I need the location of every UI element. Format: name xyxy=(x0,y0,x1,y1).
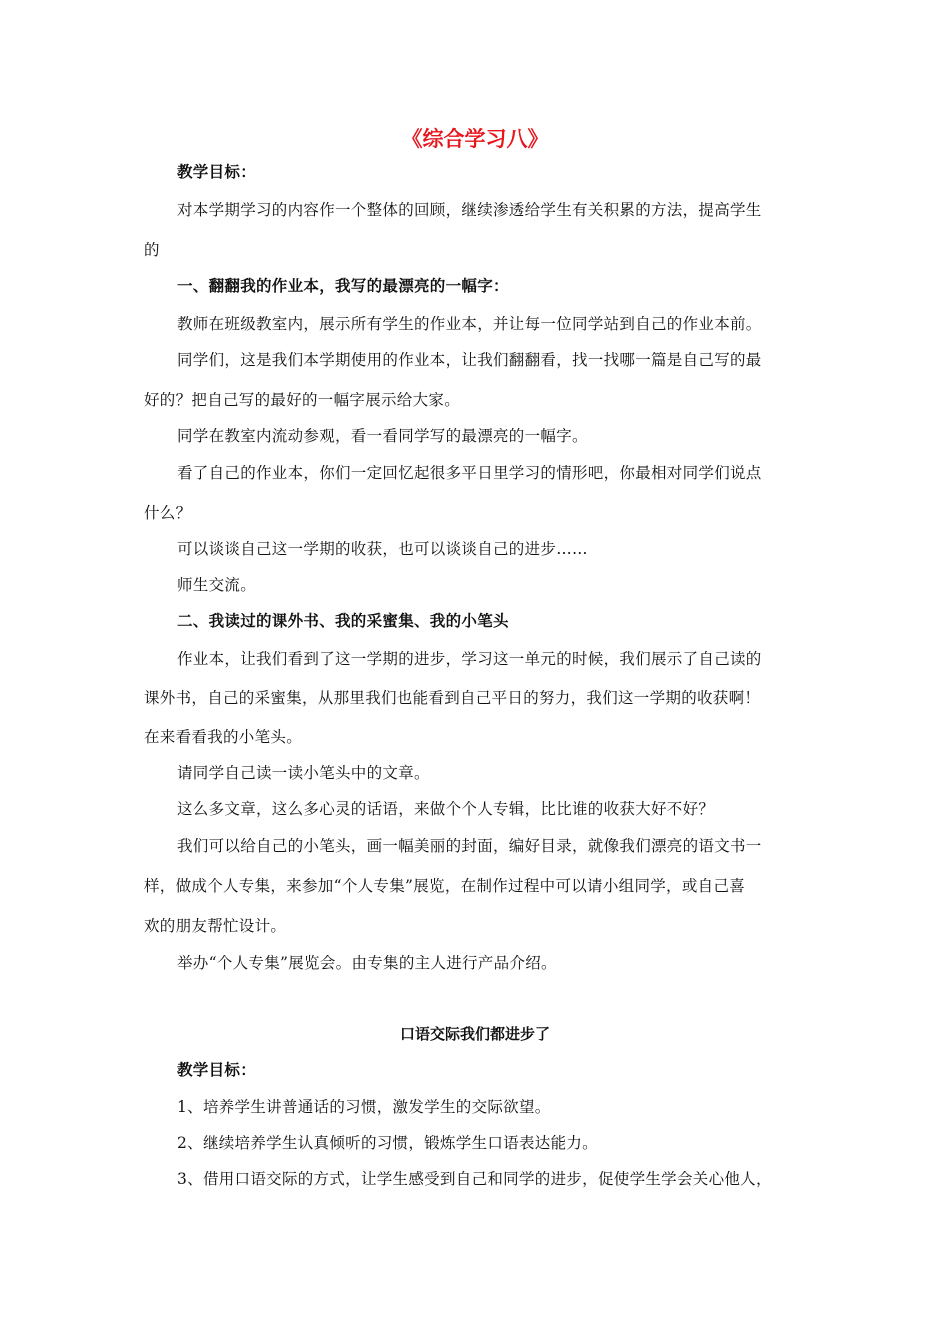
paragraph-line: 样，做成个人专集，来参加“个人专集”展览，在制作过程中可以请小组同学，或自己喜 xyxy=(144,877,746,895)
paragraph-line: 教师在班级教室内，展示所有学生的作业本，并让每一位同学站到自己的作业本前。 xyxy=(177,315,762,333)
paragraph-line: 举办“个人专集”展览会。由专集的主人进行产品介绍。 xyxy=(177,954,557,972)
document-title: 《综合学习八》 xyxy=(401,126,549,151)
paragraph-line: 可以谈谈自己这一学期的收获，也可以谈谈自己的进步…… xyxy=(177,540,588,558)
paragraph-line: 欢的朋友帮忙设计。 xyxy=(144,917,287,935)
objectives-heading: 教学目标： xyxy=(177,162,257,181)
paragraph-line: 好的？把自己写的最好的一幅字展示给大家。 xyxy=(144,391,461,409)
list-item: 3、借用口语交际的方式，让学生感受到自己和同学的进步，促使学生学会关心他人， xyxy=(177,1170,772,1188)
part2-heading: 二、我读过的课外书、我的采蜜集、我的小笔头 xyxy=(177,611,509,630)
paragraph-line: 我们可以给自己的小笔头，画一幅美丽的封面，编好目录，就像我们漂亮的语文书一 xyxy=(177,837,762,855)
paragraph-line: 同学们，这是我们本学期使用的作业本，让我们翻翻看，找一找哪一篇是自己写的最 xyxy=(177,351,762,369)
list-item: 1、培养学生讲普通话的习惯，激发学生的交际欲望。 xyxy=(177,1098,551,1116)
part1-heading: 一、翻翻我的作业本，我写的最漂亮的一幅字： xyxy=(177,276,509,295)
paragraph-line: 课外书，自己的采蜜集，从那里我们也能看到自己平日的努力，我们这一学期的收获啊！ xyxy=(144,689,761,707)
paragraph-line: 什么？ xyxy=(144,504,192,522)
paragraph-line: 的 xyxy=(144,241,160,259)
paragraph-line: 看了自己的作业本，你们一定回忆起很多平日里学习的情形吧，你最相对同学们说点 xyxy=(177,464,762,482)
paragraph-line: 作业本，让我们看到了这一学期的进步，学习这一单元的时候，我们展示了自己读的 xyxy=(177,650,762,668)
list-item: 2、继续培养学生认真倾听的习惯，锻炼学生口语表达能力。 xyxy=(177,1134,598,1152)
paragraph-line: 在来看看我的小笔头。 xyxy=(144,728,303,746)
objectives-heading: 教学目标： xyxy=(177,1060,257,1079)
paragraph-line: 请同学自己读一读小笔头中的文章。 xyxy=(177,764,430,782)
section2-title: 口语交际我们都进步了 xyxy=(399,1025,550,1043)
paragraph-line: 师生交流。 xyxy=(177,576,257,594)
paragraph-line: 对本学期学习的内容作一个整体的回顾，继续渗透给学生有关积累的方法，提高学生 xyxy=(177,201,762,219)
paragraph-line: 同学在教室内流动参观，看一看同学写的最漂亮的一幅字。 xyxy=(177,427,588,445)
paragraph-line: 这么多文章，这么多心灵的话语，来做个个人专辑，比比谁的收获大好不好？ xyxy=(177,800,715,818)
